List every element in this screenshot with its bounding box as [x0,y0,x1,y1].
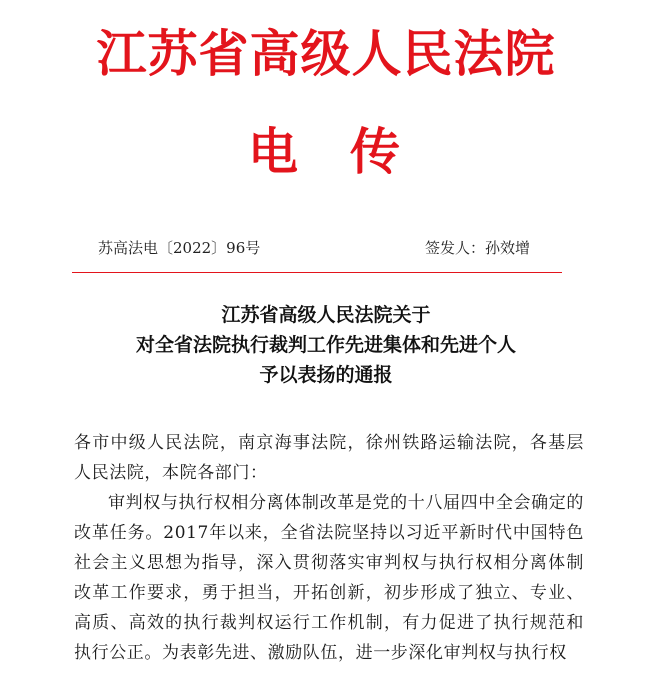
notice-title [0,300,652,390]
document-meta-line [0,236,652,260]
document-number: 苏高法电〔2022〕96号 [98,239,261,257]
body-paragraph: 审判权与执行权相分离体制改革是党的十八届四中全会确定的改革任务。2017年以来，全省法院坚持以习近平新时代中国特色社会主义思想为指导，深入贯彻落实审判权与执行权相分离体制改革工作要求，勇于担当，开拓创新，初步形成了独立、专业、高质、高效的执行裁判权运行工作机制，有力促进了执行规范和执行公正。为表彰先进、激励队伍，进一步深化审判权与执行权 [74,493,584,663]
notice-title-line-2: 对全省法院执行裁判工作先进集体和先进个人 [135,334,516,356]
signer: 签发人：孙效增 [425,239,531,257]
issuing-organization-title: 江苏省高级人民法院 [96,24,556,83]
document-type-title [0,122,652,182]
document-body [74,428,584,668]
notice-title-line-3: 予以表扬的通报 [259,364,393,386]
recipients-line: 各市中级人民法院，南京海事法院，徐州铁路运输法院，各基层人民法院，本院各部门： [74,433,584,483]
notice-title-line-1: 江苏省高级人民法院关于 [221,304,431,326]
document-type-char-1: 电 [248,122,302,181]
header-divider [72,272,562,273]
document-type-char-2: 传 [350,122,404,181]
